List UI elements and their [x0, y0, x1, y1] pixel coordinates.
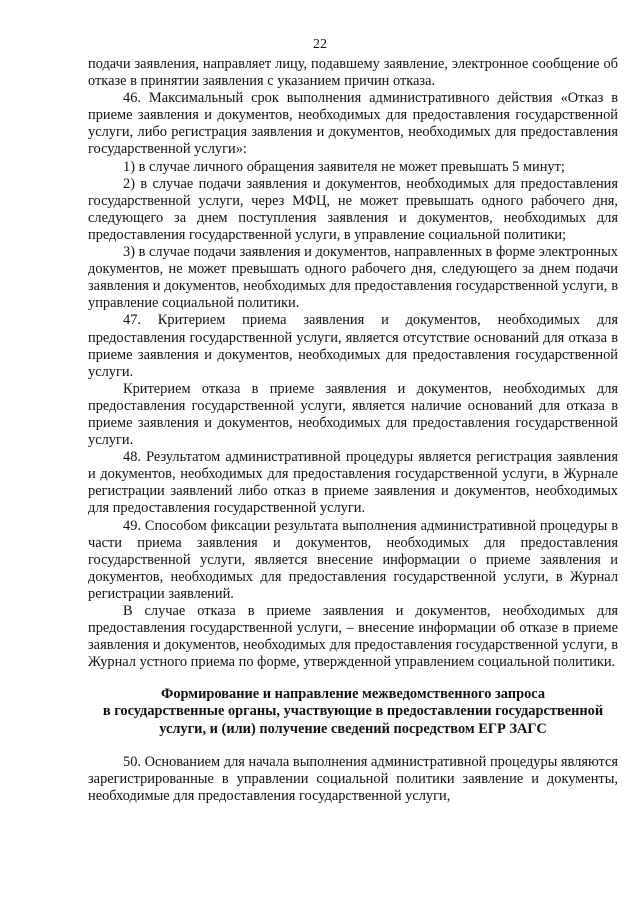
paragraph-50: 50. Основанием для начала выполнения административной процедуры являются зарегистрированные в управлении социальной политики заявление и документы, необходимые для предоставления государственной услуги,: [88, 753, 618, 804]
paragraph-46: 46. Максимальный срок выполнения административного действия «Отказ в приеме заявления и документов, необходимых для предоставления государственной услуги, либо регистрация заявления и документов, необходимых для предоставления государственной услуги»:: [88, 90, 618, 158]
document-body: [88, 56, 618, 805]
section-heading-line-3: услуги, и (или) получение сведений посредством ЕГР ЗАГС: [159, 720, 547, 737]
paragraph-continuation: подачи заявления, направляет лицу, подавшему заявление, электронное сообщение об отказе в принятии заявления с указанием причин отказа.: [88, 56, 618, 90]
page-number: 22: [313, 37, 327, 52]
paragraph-49: 49. Способом фиксации результата выполнения административной процедуры в части приема заявления и документов, необходимых для предоставления государственной услуги, является внесение информации о приеме заявления и документов, необходимых для предоставления государственной услуги, в Журнал регистрации заявлений.: [88, 517, 618, 602]
paragraph-46-item-1: 1) в случае личного обращения заявителя не может превышать 5 минут;: [123, 158, 565, 175]
section-heading-line-2: в государственные органы, участвующие в предоставлении государственной: [102, 703, 604, 720]
paragraph-49-refusal-case: В случае отказа в приеме заявления и документов, необходимых для предоставления государственной услуги, – внесение информации об отказе в приеме заявления и документов, необходимых для предоставления государственной услуги, в Журнал устного приема по форме, утвержденной управлением социальной политики.: [88, 603, 618, 671]
paragraph-48: 48. Результатом административной процедуры является регистрация заявления и документов, необходимых для предоставления государственной услуги, в Журнале регистрации заявлений либо отказ в приеме заявления и документов, необходимых для предоставления государственной услуги.: [88, 449, 618, 517]
section-heading: [88, 686, 618, 737]
paragraph-46-item-3: 3) в случае подачи заявления и документов, направленных в форме электронных документов, не может превышать одного рабочего дня, следующего за днем подачи заявления и документов, необходимых для предоставления государственной услуги, в управление социальной политики.: [88, 244, 618, 312]
paragraph-46-item-2: 2) в случае подачи заявления и документов, необходимых для предоставления государственной услуги, через МФЦ, не может превышать одного рабочего дня, следующего за днем поступления заявления и документов, необходимых для предоставления государственной услуги, в управление социальной политики;: [88, 175, 618, 243]
paragraph-47-refusal-criterion: Критерием отказа в приеме заявления и документов, необходимых для предоставления государственной услуги, является наличие оснований для отказа в приеме заявления и документов, необходимых для предоставления государственной услуги.: [88, 380, 618, 449]
section-heading-line-1: Формирование и направление межведомственного запроса: [160, 686, 546, 703]
paragraph-47: 47. Критерием приема заявления и документов, необходимых для предоставления государственной услуги, является отсутствие оснований для отказа в приеме заявления и документов, необходимых для предоставления государственной услуги.: [88, 312, 618, 380]
